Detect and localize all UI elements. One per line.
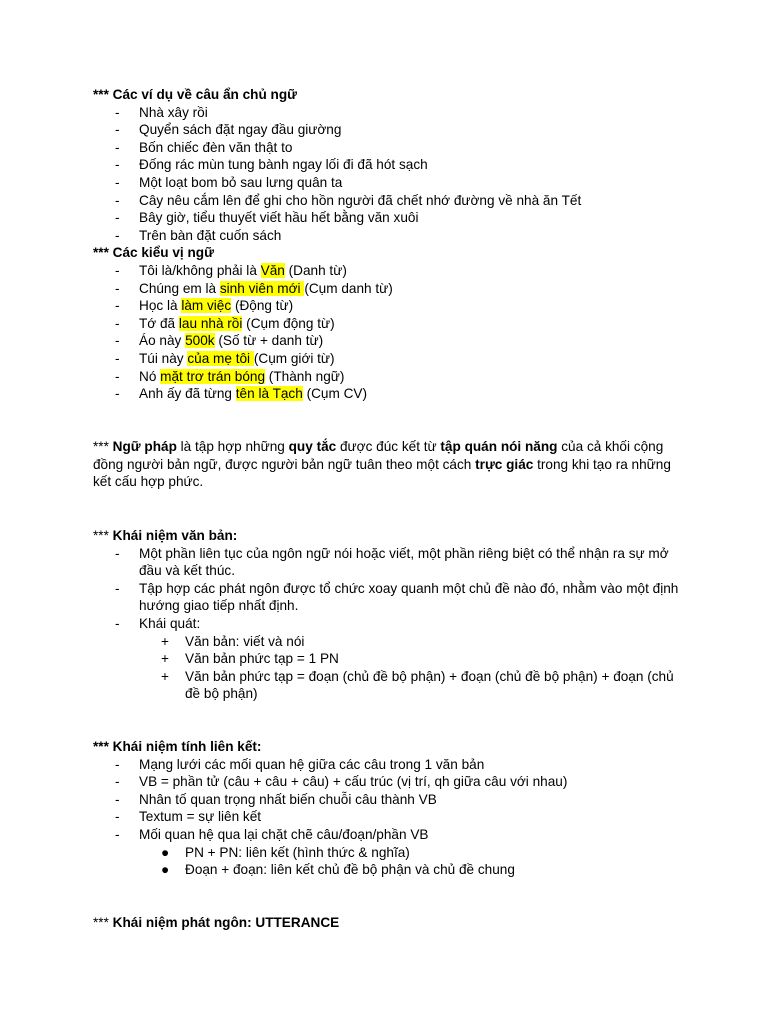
- highlight: 500k: [185, 333, 215, 349]
- section-heading: *** Các kiểu vị ngữ: [93, 245, 214, 261]
- list-item: - Mạng lưới các mối quan hệ giữa các câu trong 1 văn bản: [115, 756, 485, 772]
- list-item: - Bốn chiếc đèn văn thật to: [115, 139, 293, 155]
- list-item: - Nhà xây rồi: [115, 104, 208, 120]
- list-item: - Anh ấy đã từng tên là Tạch (Cụm CV): [115, 386, 367, 402]
- grammar-definition: *** Ngữ pháp là tập hợp những quy tắc được đúc kết từ tập quán nói năng của cả khối cộng đồng người bản ngữ, được người bản ngữ tuân theo một cách trực giác trong khi tạo ra những kết cấu hợp phức.: [93, 439, 671, 490]
- highlight: tên là Tạch: [235, 386, 303, 402]
- list-item: - Nó mặt trơ trán bóng (Thành ngữ): [115, 368, 345, 384]
- list-item: - Học là làm việc (Động từ): [115, 298, 294, 314]
- sub-list-item: + Văn bản: viết và nói: [161, 633, 305, 649]
- list-item: - Trên bàn đặt cuốn sách: [115, 227, 282, 243]
- section-utterance-concept: [93, 914, 680, 932]
- list-item: - Mối quan hệ qua lại chặt chẽ câu/đoạn/phần VB: [115, 826, 429, 842]
- list-item: - Tớ đã lau nhà rồi (Cụm động từ): [115, 315, 335, 331]
- list-item: - Quyển sách đặt ngay đầu giường: [115, 122, 342, 138]
- list-item: - Một phần liên tục của ngôn ngữ nói hoặc viết, một phần riêng biệt có thể nhận ra sự mở đầu và kết thúc.: [115, 545, 669, 579]
- sub-list-item: + Văn bản phức tạp = 1 PN: [161, 651, 339, 667]
- highlight: làm việc: [181, 298, 232, 314]
- section-text-concept: [93, 527, 680, 703]
- list-item: - VB = phần tử (câu + câu + câu) + cấu trúc (vị trí, qh giữa câu với nhau): [115, 774, 568, 790]
- list-item: - Túi này của mẹ tôi (Cụm giới từ): [115, 350, 335, 366]
- list-item: - Textum = sự liên kết: [115, 809, 262, 825]
- list-item: - Khái quát:: [115, 615, 201, 631]
- list-item: - Một loạt bom bỏ sau lưng quân ta: [115, 174, 343, 190]
- section-heading: *** Khái niệm phát ngôn: UTTERANCE: [93, 915, 340, 930]
- highlight: mặt trơ trán bóng: [160, 368, 266, 384]
- section-cohesion-concept: [93, 738, 680, 879]
- highlight: của mẹ tôi: [187, 350, 254, 366]
- list-item: - Đống rác mùn tung bành ngay lối đi đã hót sạch: [115, 157, 428, 173]
- highlight: lau nhà rồi: [178, 315, 243, 331]
- sub-list-item: ● PN + PN: liên kết (hình thức & nghĩa): [161, 844, 410, 860]
- list-item: - Tập hợp các phát ngôn được tổ chức xoay quanh một chủ đề nào đó, nhằm vào một định hướng giao tiếp nhất định.: [115, 580, 679, 614]
- list-item: - Bây giờ, tiểu thuyết viết hầu hết bằng văn xuôi: [115, 210, 419, 226]
- section-heading: *** Khái niệm tính liên kết:: [93, 739, 262, 754]
- list-item: - Cây nêu cắm lên để ghi cho hồn người đã chết nhớ đường về nhà ăn Tết: [115, 192, 582, 208]
- highlight: Văn: [260, 262, 285, 278]
- sub-list-item: + Văn bản phức tạp = đoạn (chủ đề bộ phận) + đoạn (chủ đề bộ phận) + đoạn (chủ đề bộ phận): [161, 668, 674, 702]
- section-hidden-subject: [93, 86, 680, 403]
- sub-list-item: ● Đoạn + đoạn: liên kết chủ đề bộ phận và chủ đề chung: [161, 862, 515, 878]
- list-item: - Chúng em là sinh viên mới (Cụm danh từ): [115, 280, 393, 296]
- list-item: - Áo này 500k (Số từ + danh từ): [115, 333, 324, 349]
- section-heading: *** Các ví dụ về câu ẩn chủ ngữ: [93, 87, 298, 102]
- section-heading: *** Khái niệm văn bản:: [93, 528, 238, 543]
- list-item: - Tôi là/không phải là Văn (Danh từ): [115, 262, 347, 278]
- highlight: sinh viên mới: [219, 280, 305, 296]
- list-item: - Nhân tố quan trọng nhất biến chuỗi câu thành VB: [115, 791, 437, 807]
